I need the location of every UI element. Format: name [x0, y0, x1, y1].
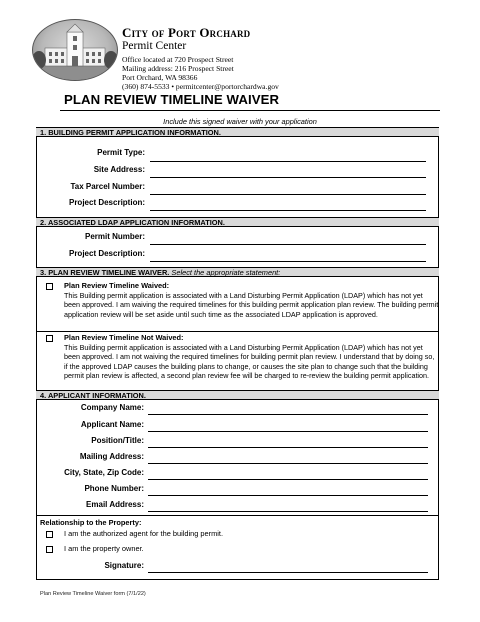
- signature-field[interactable]: [148, 572, 428, 573]
- mailing-address-label: Mailing Address:: [79, 452, 144, 461]
- option-divider: [36, 331, 439, 332]
- relationship-label: Relationship to the Property:: [40, 518, 142, 527]
- not-waived-checkbox[interactable]: [46, 335, 53, 342]
- form-subtitle: Include this signed waiver with your application: [163, 117, 317, 126]
- relationship-divider: [36, 515, 439, 516]
- ldap-permit-number-field[interactable]: [150, 244, 426, 245]
- contact-line: (360) 874-5533 • permitcenter@portorchardwa.gov: [122, 82, 279, 91]
- form-title: PLAN REVIEW TIMELINE WAIVER: [64, 92, 280, 107]
- email-address-label: Email Address:: [86, 500, 144, 509]
- position-title-field[interactable]: [148, 447, 428, 448]
- city-state-zip: Port Orchard, WA 98366: [122, 73, 198, 82]
- section-3-heading: 3. PLAN REVIEW TIMELINE WAIVER. Select the appropriate statement:: [36, 267, 439, 277]
- permit-type-field[interactable]: [150, 161, 426, 162]
- section-3-note: Select the appropriate statement:: [171, 268, 281, 277]
- phone-number-label: Phone Number:: [84, 484, 144, 493]
- tax-parcel-field[interactable]: [150, 194, 426, 195]
- project-description-field[interactable]: [150, 210, 426, 211]
- site-address-label: Site Address:: [93, 165, 145, 174]
- mailing-address: Mailing address: 216 Prospect Street: [122, 64, 234, 73]
- ldap-project-description-field[interactable]: [150, 261, 426, 262]
- signature-label: Signature:: [104, 561, 144, 570]
- not-waived-option-body: This Building permit application is associated with a Land Disturbing Permit Application (LDAP) which has not yet been approved. I am not waiving the required timelines for building permit plan review. I understand that by doing so, if the approved LDAP causes the building plans to change, or causes the site plan to change such that the building permit plan review is affected, a second plan review fee will be charged to re-review the building permit application.: [64, 343, 435, 381]
- authorized-agent-checkbox[interactable]: [46, 531, 53, 538]
- section-4-heading: 4. APPLICANT INFORMATION.: [36, 390, 439, 400]
- city-hall-building-icon: [33, 20, 117, 80]
- waived-checkbox[interactable]: [46, 283, 53, 290]
- city-logo: [32, 19, 118, 81]
- waived-option-body: This Building permit application is associated with a Land Disturbing Permit Application (LDAP) which has not yet been approved. I am waiving the required timelines for this building permit application plan review. The building permit application review will be set aside until such time as the associated LDAP application is approved.: [64, 291, 439, 319]
- ldap-project-description-label: Project Description:: [68, 249, 145, 258]
- section-2-heading: 2. ASSOCIATED LDAP APPLICATION INFORMATION.: [36, 217, 439, 227]
- email-address-field[interactable]: [148, 511, 428, 512]
- applicant-name-label: Applicant Name:: [80, 420, 144, 429]
- position-title-label: Position/Title:: [91, 436, 144, 445]
- title-divider: [60, 110, 440, 111]
- company-name-field[interactable]: [148, 414, 428, 415]
- org-name: City of Port Orchard: [122, 25, 251, 40]
- department-name: Permit Center: [122, 40, 187, 52]
- tax-parcel-label: Tax Parcel Number:: [70, 182, 145, 191]
- phone-number-field[interactable]: [148, 495, 428, 496]
- authorized-agent-label: I am the authorized agent for the building permit.: [64, 529, 223, 538]
- company-name-label: Company Name:: [80, 403, 144, 412]
- ldap-permit-number-label: Permit Number:: [84, 232, 145, 241]
- city-state-zip-field[interactable]: [148, 479, 428, 480]
- waived-option-title: Plan Review Timeline Waived:: [64, 281, 170, 290]
- site-address-field[interactable]: [150, 177, 426, 178]
- permit-type-label: Permit Type:: [97, 148, 145, 157]
- applicant-name-field[interactable]: [148, 431, 428, 432]
- city-state-zip-label: City, State, Zip Code:: [64, 468, 144, 477]
- office-address: Office located at 720 Prospect Street: [122, 55, 234, 64]
- property-owner-label: I am the property owner.: [64, 544, 144, 553]
- project-description-label: Project Description:: [68, 198, 145, 207]
- mailing-address-field[interactable]: [148, 463, 428, 464]
- not-waived-option-title: Plan Review Timeline Not Waived:: [64, 333, 184, 342]
- section-1-heading: 1. BUILDING PERMIT APPLICATION INFORMATION.: [36, 127, 439, 137]
- property-owner-checkbox[interactable]: [46, 546, 53, 553]
- form-footer: Plan Review Timeline Waiver form (7/1/22): [40, 591, 146, 597]
